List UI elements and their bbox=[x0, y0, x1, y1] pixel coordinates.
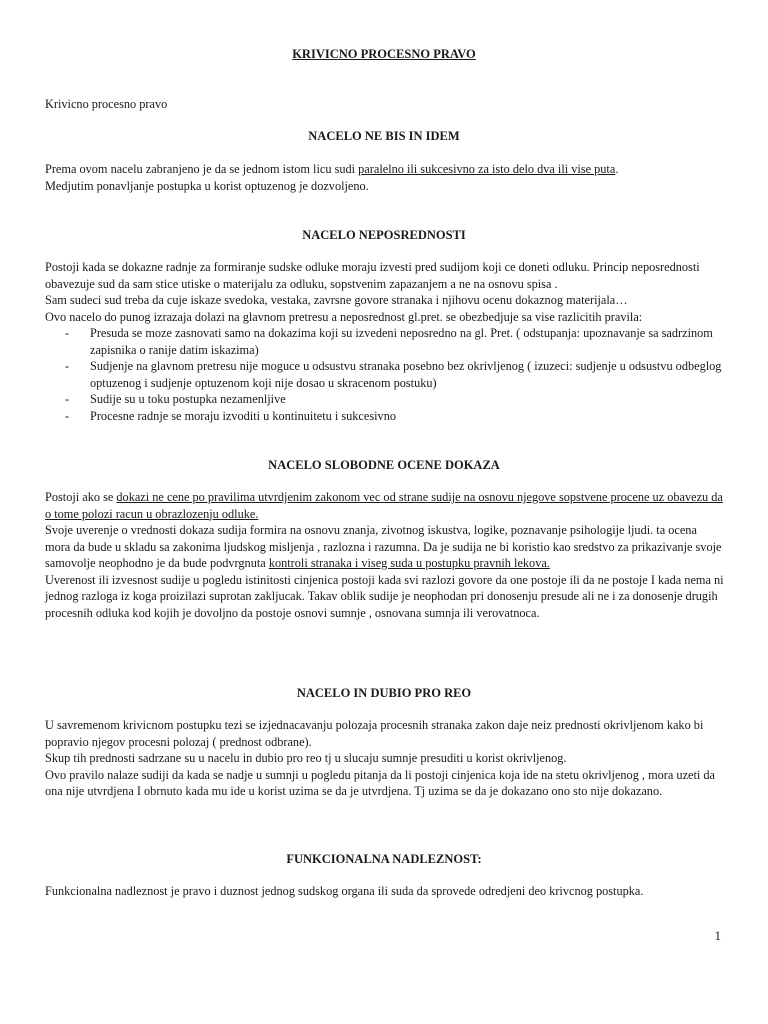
page-number: 1 bbox=[714, 928, 721, 943]
text: Postoji ako se bbox=[45, 490, 117, 504]
section-neposrednosti bbox=[45, 259, 725, 424]
paragraph bbox=[45, 161, 725, 178]
document-title: KRIVICNO PROCESNO PRAVO bbox=[292, 47, 476, 61]
section-heading-neposrednosti: NACELO NEPOSREDNOSTI bbox=[302, 228, 466, 242]
section-ne-bis-in-idem bbox=[45, 161, 725, 194]
underlined-text: paralelno ili sukcesivno za isto delo dva ili vise puta bbox=[358, 162, 616, 176]
intro-text bbox=[45, 96, 725, 113]
paragraph: Postoji kada se dokazne radnje za formiranje sudske odluke moraju izvesti pred sudijom koji ce doneti odluku. Princip neposrednosti obavezuje sud da sam stice utiske o materijalu za odluku, sopstvenim zapazanjem a ne na osnovu spisa . bbox=[45, 260, 700, 291]
intro-paragraph: Krivicno procesno pravo bbox=[45, 97, 168, 111]
list-item: - Sudjenje na glavnom pretresu nije moguce u odsustvu stranaka posebno bez okrivljenog ( izuzeci: sudjenje u odsustvu odbeglog optuzenog i sudjenje optuzenom koji nije dosao u skracenom postuku) bbox=[45, 358, 725, 391]
list-item: - Procesne radnje se moraju izvoditi u kontinuitetu i sukcesivno bbox=[45, 408, 725, 425]
list-item: - Sudije su u toku postupka nezamenljive bbox=[45, 391, 725, 408]
paragraph: U savremenom krivicnom postupku tezi se izjednacavanju polozaja procesnih stranaka zakon daje neiz prednosti okrivljenom kako bi popravio njegov procesni polozaj ( prednost odbrane). bbox=[45, 718, 704, 749]
paragraph: Medjutim ponavljanje postupka u korist optuzenog je dozvoljeno. bbox=[45, 178, 369, 193]
paragraph: Uverenost ili izvesnost sudije u pogledu istinitosti cinjenica postoji kada svi razlozi govore da one postoje ili da ne postoje I kada nema ni jednog razloga iz koga proizilazi suprotan zakljucak. Takav oblik sudije je neophodan pri donosenju presude ali ne i za donosenje drugih procesnih odluka kod kojih je dovoljno da postoje osnovi sumnje , osnovana sumnja ili verovatnoca. bbox=[45, 572, 724, 620]
paragraph: Ovo pravilo nalaze sudiji da kada se nadje u sumnji u pogledu pitanja da li postoji cinjenica koja ide na stetu okrivljenog , mora uzeti da ona nije utvrdjena I obrnuto kada mu ide u korist uzima se da je utvrdjena. Tj uzima se da je dokazano ono sto nije dokazano. bbox=[45, 767, 716, 798]
paragraph: Skup tih prednosti sadrzane su u nacelu in dubio pro reo tj u slucaju sumnje presuditi u korist okrivljenog. bbox=[45, 751, 567, 765]
section-in-dubio bbox=[45, 717, 725, 800]
section-heading-slobodne-ocene: NACELO SLOBODNE OCENE DOKAZA bbox=[268, 458, 500, 472]
underlined-text: dokazi ne cene po pravilima utvrdjenim zakonom vec od strane sudije na osnovu njegove sopstvene procene uz obavezu da o tome polozi racun u obrazlozenju odluke. bbox=[45, 490, 723, 521]
text: Svoje uverenje o vrednosti dokaza sudija formira na osnovu znanja, zivotnog iskustva, logike, poznavanje psihologije ljudi. ta ocena mora da bude u skladu sa zakonima ljudskog misljenja , razlozna i razumna. Da je sudija ne bi koristio kao sredstvo za prikazivanje svoje samovolje neophodno je da bude podvrgnuta bbox=[45, 523, 722, 570]
section-slobodne-ocene bbox=[45, 489, 725, 621]
paragraph bbox=[45, 522, 725, 572]
section-heading-in-dubio: NACELO IN DUBIO PRO REO bbox=[296, 686, 472, 700]
section-funkcionalna bbox=[45, 883, 725, 900]
text: Prema ovom nacelu zabranjeno je da se jednom istom licu sudi bbox=[45, 162, 359, 176]
section-heading-ne-bis-in-idem: NACELO NE BIS IN IDEM bbox=[308, 129, 460, 143]
text: . bbox=[615, 162, 619, 176]
rules-list bbox=[45, 325, 725, 424]
paragraph: Funkcionalna nadleznost je pravo i duznost jednog sudskog organa ili suda da sprovede odredjeni deo krivcnog postupka. bbox=[45, 884, 644, 898]
paragraph: Ovo nacelo do punog izrazaja dolazi na glavnom pretresu a neposrednost gl.pret. se obezbedjuje sa vise razlicitih pravila: bbox=[45, 309, 643, 324]
paragraph: Sam sudeci sud treba da cuje iskaze svedoka, vestaka, zavrsne govore stranaka i njihovu ocenu dokaznog materijala… bbox=[45, 293, 628, 307]
list-item: - Presuda se moze zasnovati samo na dokazima koji su izvedeni neposredno na gl. Pret. ( odstupanja: upoznavanje sa sadrzinom zapisnika o ranije datim iskazima) bbox=[45, 325, 725, 358]
section-heading-funkcionalna: FUNKCIONALNA NADLEZNOST: bbox=[286, 852, 482, 866]
underlined-text: kontroli stranaka i viseg suda u postupku pravnih lekova. bbox=[268, 556, 550, 570]
paragraph bbox=[45, 489, 725, 522]
